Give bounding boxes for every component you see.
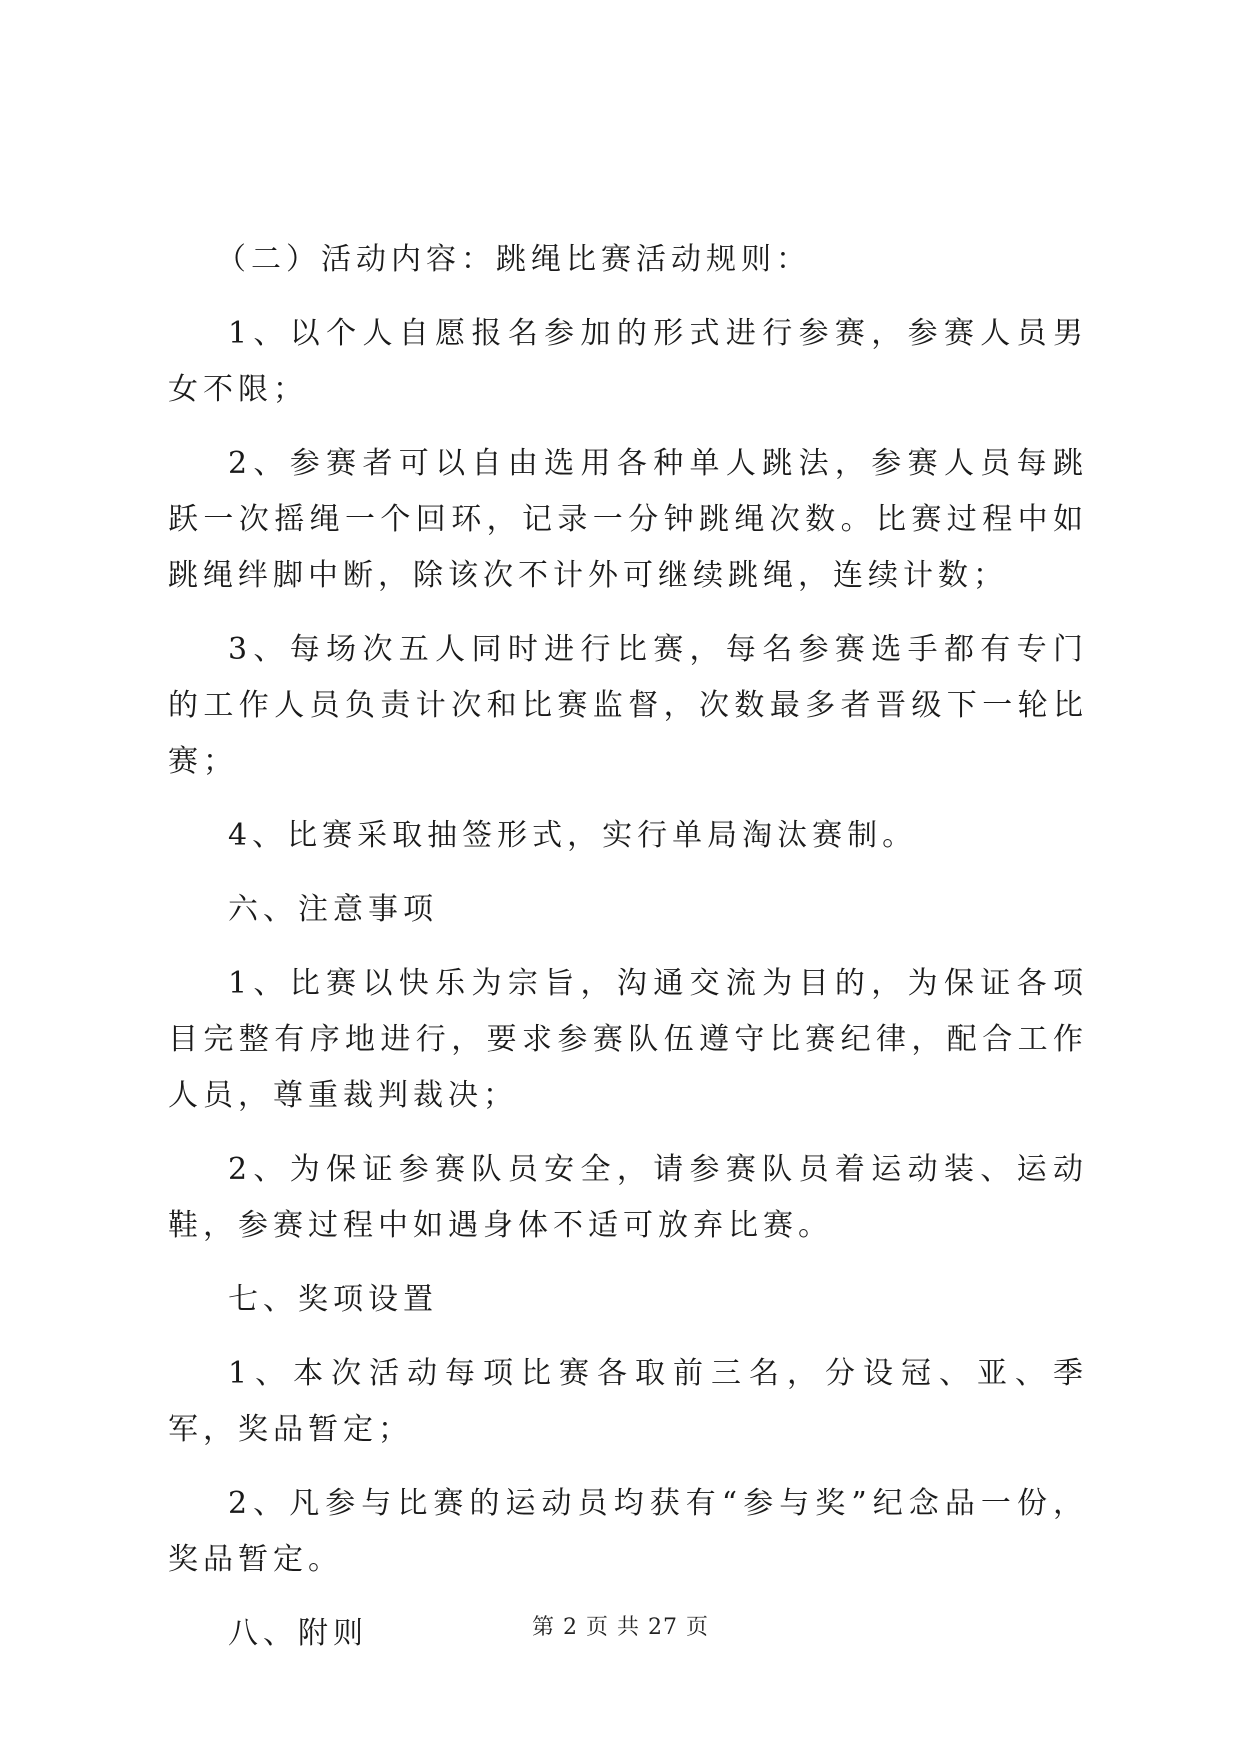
section-heading-awards: 七、奖项设置 xyxy=(228,1282,438,1317)
paragraph-award-1: 1、本次活动每项比赛各取前三名，分设冠、亚、季军，奖品暂定； xyxy=(168,1356,1088,1447)
paragraph-rule-2: 2、参赛者可以自由选用各种单人跳法，参赛人员每跳跃一次摇绳一个回环，记录一分钟跳绳次数。比赛过程中如跳绳绊脚中断，除该次不计外可继续跳绳，连续计数； xyxy=(168,446,1088,593)
paragraph-award-2: 2、凡参与比赛的运动员均获有“参与奖”纪念品一份，奖品暂定。 xyxy=(168,1486,1088,1577)
paragraph-rule-1: 1、以个人自愿报名参加的形式进行参赛，参赛人员男女不限； xyxy=(168,316,1088,407)
paragraph-note-1: 1、比赛以快乐为宗旨，沟通交流为目的，为保证各项目完整有序地进行，要求参赛队伍遵守比赛纪律，配合工作人员，尊重裁判裁决； xyxy=(168,966,1088,1113)
section-heading-notes: 六、注意事项 xyxy=(228,892,438,927)
page-number-footer: 第 2 页 共 27 页 xyxy=(532,1615,709,1640)
paragraph-activity-content: （二）活动内容：跳绳比赛活动规则： xyxy=(216,242,811,277)
section-heading-appendix: 八、附则 xyxy=(228,1616,368,1651)
paragraph-rule-4: 4、比赛采取抽签形式，实行单局淘汰赛制。 xyxy=(228,818,918,853)
document-body xyxy=(168,232,1088,1680)
paragraph-rule-3: 3、每场次五人同时进行比赛，每名参赛选手都有专门的工作人员负责计次和比赛监督，次数最多者晋级下一轮比赛； xyxy=(168,632,1088,779)
paragraph-note-2: 2、为保证参赛队员安全，请参赛队员着运动装、运动鞋，参赛过程中如遇身体不适可放弃比赛。 xyxy=(168,1152,1088,1243)
